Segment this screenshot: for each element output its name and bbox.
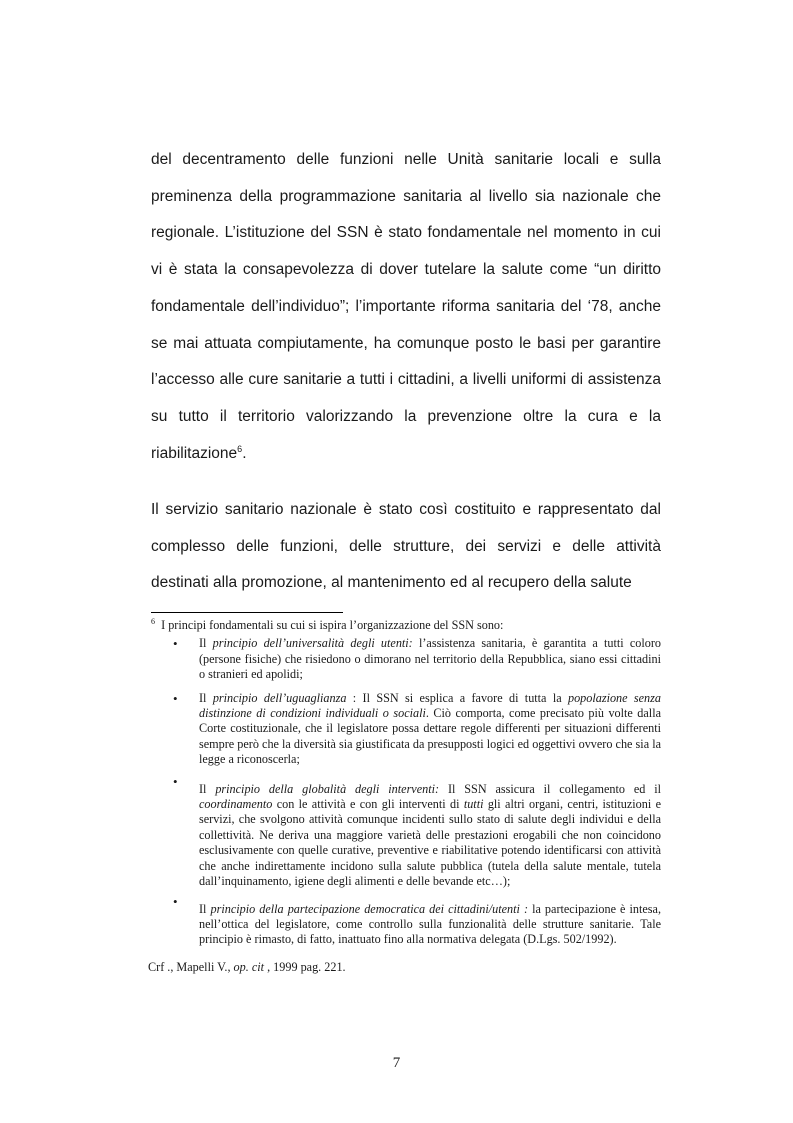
page-number: 7: [392, 1055, 401, 1071]
footnote-separator: [151, 612, 343, 613]
item-text: . Ciò comporta, come precisato più volte dalla Corte costituzionale, che il legislatore possa dettare regole differenti per situazioni differenti sempre però che la diversità sia giustificata da presupposti logici ed oggettivi ovvero che sia la legge a riconoscerla;: [199, 706, 661, 767]
footnote-reference[interactable]: 6: [237, 443, 243, 454]
paragraph-end: .: [242, 444, 247, 462]
footnote-heading: [151, 618, 661, 633]
item-text: Il: [199, 901, 211, 916]
paragraph-text: Il servizio sanitario nazionale è stato così costituito e rappresentato dal complesso delle funzioni, delle strutture, dei servizi e delle attività destinati alla promozione, al mantenimento ed al recupero della salute: [151, 501, 661, 592]
citation-text: , 1999 pag. 221.: [264, 960, 346, 974]
footnote-number: 6: [151, 616, 155, 626]
citation-text: Crf ., Mapelli V.,: [148, 960, 234, 974]
list-item-uguaglianza: [151, 691, 661, 768]
item-text: l’assistenza sanitaria, è garantita a tutti coloro (persone fisiche) che risiedono o dimorano nel territorio della Repubblica, siano essi cittadini o stranieri ed apolidi;: [199, 636, 661, 682]
principles-list: [151, 636, 661, 947]
item-text: con le attività e con gli interventi di: [272, 797, 464, 812]
item-italic: coordinamento: [199, 797, 273, 812]
item-italic: principio dell’uguaglianza: [212, 690, 347, 705]
body-paragraph-1: [151, 142, 661, 472]
citation-italic: op. cit: [233, 960, 265, 974]
body-paragraph-2: [151, 492, 661, 602]
item-text: Il SSN assicura il collegamento ed il: [439, 781, 661, 796]
footnote-area: [148, 616, 661, 974]
list-item-partecipazione: [151, 893, 661, 948]
item-italic: principio della globalità degli interventi:: [215, 781, 440, 796]
paragraph-text: del decentramento delle funzioni nelle Unità sanitarie locali e sulla preminenza della programmazione sanitaria al livello sia nazionale che regionale. L’istituzione del SSN è stato fondamentale nel momento in cui vi è stata la consapevolezza di dover tutelare la salute come “un diritto fondamentale dell’individuo”; l’importante riforma sanitaria del ‘78, anche se mai attuata compiutamente, ha comunque posto le basi per garantire l’accesso alle cure sanitarie a tutti i cittadini, a livelli uniformi di assistenza su tutto il territorio valorizzando la prevenzione oltre la cura e la riabilitazione: [151, 151, 661, 462]
bullet-icon: •: [173, 893, 178, 909]
footnote-intro: I principi fondamentali su cui si ispira l’organizzazione del SSN sono:: [161, 618, 504, 632]
item-text: gli altri organi, centri, istituzioni e servizi, che svolgono attività comunque incidenti sullo stato di salute degli individui e della collettività. Ne deriva una maggiore varietà delle prestazioni erogabili che non coincidono esclusivamente con quelle curative, preventive e riabilitative potendo identificarsi con attività che anche indirettamente incidono sulla salute pubblica (tutela della salute mentale, tutela dall’inquinamento, igiene degli alimenti e delle bevande etc…);: [199, 797, 661, 889]
item-text: Il: [199, 636, 213, 651]
item-italic: principio dell’universalità degli utenti:: [212, 636, 413, 651]
item-italic: popolazione senza distinzione di condizioni individuali o sociali: [199, 690, 661, 721]
list-item-universalita: [151, 636, 661, 682]
item-text: la partecipazione è intesa, nell’ottica del legislatore, come controllo sulla funzionalità delle strutture sanitarie. Tale principio è rimasto, di fatto, inattuato fino alla normativa delegata (D.Lgs. 502/1992).: [199, 901, 661, 947]
item-text: Il: [199, 690, 213, 705]
item-text: Il: [199, 781, 216, 796]
bullet-icon: •: [173, 690, 178, 706]
item-italic: tutti: [463, 797, 484, 812]
item-italic: principio della partecipazione democratica dei cittadini/utenti :: [210, 901, 529, 916]
item-text: : Il SSN si esplica a favore di tutta la: [346, 690, 568, 705]
bullet-icon: •: [173, 773, 178, 789]
bullet-icon: •: [173, 636, 178, 652]
footnote-citation: [148, 960, 346, 975]
list-item-globalita: [151, 773, 661, 890]
